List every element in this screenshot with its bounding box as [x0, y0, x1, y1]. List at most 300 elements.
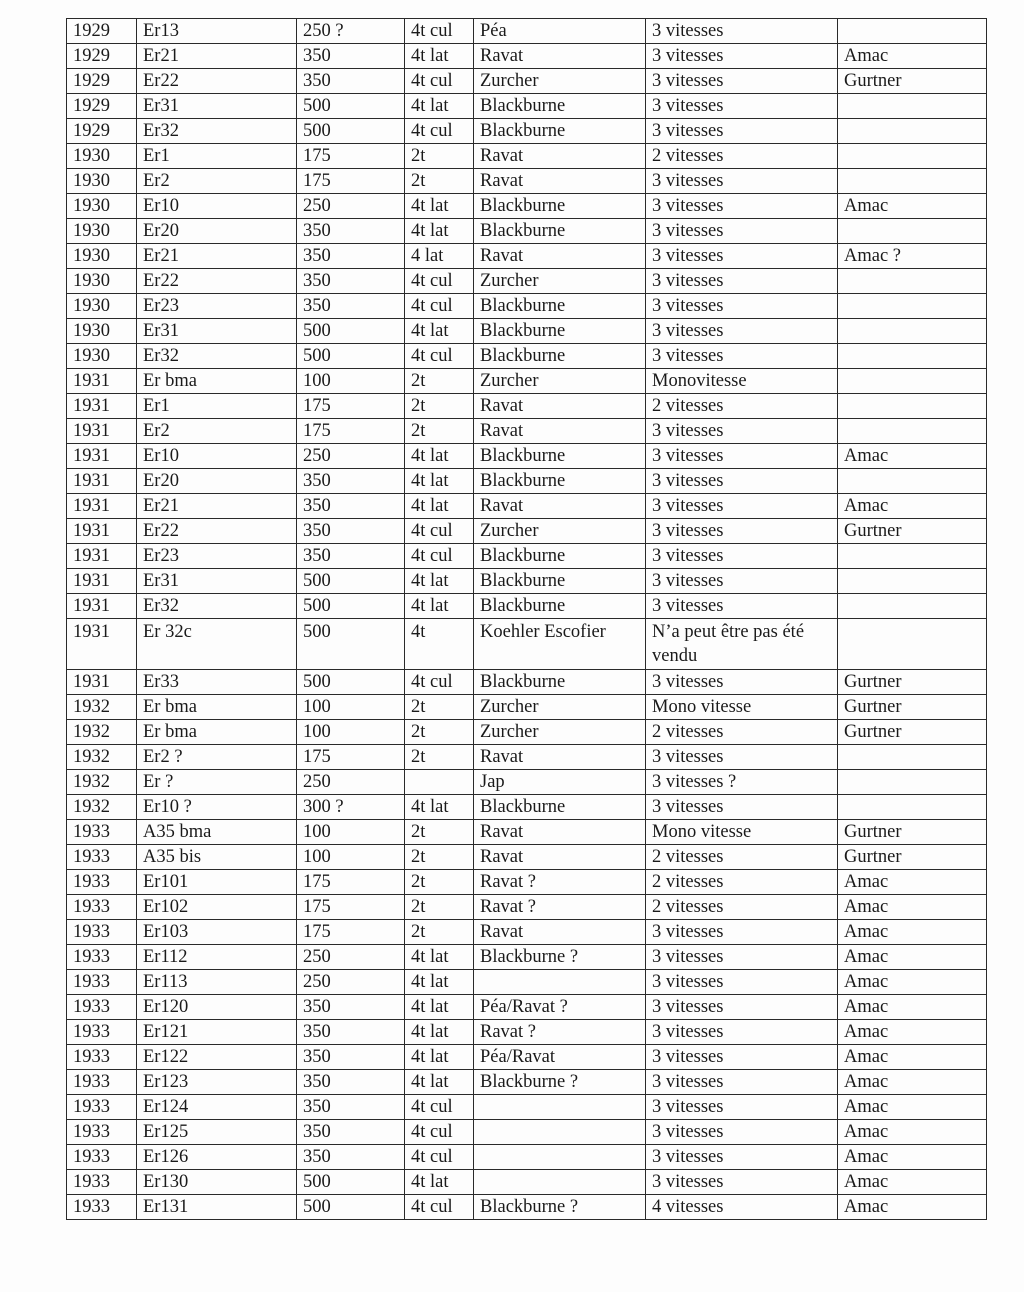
engine-maker-cell: Blackburne ? [474, 1195, 646, 1220]
displacement-cell: 250 [297, 194, 405, 219]
engine-type-cell: 2t [405, 369, 474, 394]
carburetor-cell: Amac [838, 494, 987, 519]
model-cell: Er20 [137, 219, 297, 244]
table-row [67, 444, 987, 469]
carburetor-cell [838, 469, 987, 494]
year-cell: 1931 [67, 594, 137, 619]
gearbox-cell: 2 vitesses [646, 895, 838, 920]
displacement-cell: 175 [297, 920, 405, 945]
year-cell: 1933 [67, 870, 137, 895]
displacement-cell: 350 [297, 494, 405, 519]
year-cell: 1931 [67, 670, 137, 695]
engine-type-cell: 2t [405, 169, 474, 194]
engine-type-cell: 4t lat [405, 44, 474, 69]
table-row [67, 94, 987, 119]
model-cell: Er1 [137, 394, 297, 419]
engine-maker-cell: Zurcher [474, 720, 646, 745]
engine-type-cell: 4t cul [405, 519, 474, 544]
year-cell: 1930 [67, 294, 137, 319]
engine-type-cell: 4t cul [405, 1195, 474, 1220]
engine-type-cell: 4t lat [405, 995, 474, 1020]
engine-maker-cell: Ravat [474, 169, 646, 194]
gearbox-cell: 3 vitesses [646, 795, 838, 820]
engine-maker-cell: Péa/Ravat [474, 1045, 646, 1070]
table-row [67, 1145, 987, 1170]
gearbox-cell: 3 vitesses [646, 995, 838, 1020]
engine-maker-cell: Blackburne [474, 594, 646, 619]
year-cell: 1931 [67, 444, 137, 469]
year-cell: 1931 [67, 494, 137, 519]
table-row [67, 494, 987, 519]
model-cell: Er122 [137, 1045, 297, 1070]
engine-maker-cell: Ravat ? [474, 895, 646, 920]
carburetor-cell: Gurtner [838, 519, 987, 544]
engine-type-cell: 4t cul [405, 269, 474, 294]
displacement-cell: 350 [297, 469, 405, 494]
engine-type-cell: 4t lat [405, 194, 474, 219]
gearbox-cell: 2 vitesses [646, 394, 838, 419]
table-row [67, 770, 987, 795]
year-cell: 1930 [67, 319, 137, 344]
engine-type-cell: 4t lat [405, 569, 474, 594]
model-cell: Er23 [137, 544, 297, 569]
engine-maker-cell: Zurcher [474, 269, 646, 294]
engine-type-cell: 4t lat [405, 795, 474, 820]
year-cell: 1930 [67, 269, 137, 294]
year-cell: 1933 [67, 920, 137, 945]
carburetor-cell: Gurtner [838, 845, 987, 870]
displacement-cell: 500 [297, 670, 405, 695]
engine-maker-cell: Zurcher [474, 695, 646, 720]
gearbox-cell: 3 vitesses [646, 244, 838, 269]
year-cell: 1930 [67, 244, 137, 269]
gearbox-cell: 3 vitesses [646, 94, 838, 119]
table-row [67, 119, 987, 144]
model-cell: Er23 [137, 294, 297, 319]
carburetor-cell [838, 619, 987, 670]
table-row [67, 194, 987, 219]
model-cell: Er130 [137, 1170, 297, 1195]
table-row [67, 269, 987, 294]
model-cell: Er31 [137, 319, 297, 344]
carburetor-cell: Gurtner [838, 820, 987, 845]
engine-type-cell: 2t [405, 820, 474, 845]
engine-maker-cell: Ravat [474, 920, 646, 945]
model-cell: Er20 [137, 469, 297, 494]
carburetor-cell: Amac [838, 1070, 987, 1095]
carburetor-cell: Amac [838, 1170, 987, 1195]
model-cell: Er22 [137, 69, 297, 94]
year-cell: 1929 [67, 94, 137, 119]
carburetor-cell: Amac [838, 1095, 987, 1120]
table-row [67, 720, 987, 745]
table-row [67, 1120, 987, 1145]
year-cell: 1933 [67, 1020, 137, 1045]
year-cell: 1933 [67, 1095, 137, 1120]
model-cell: Er2 [137, 419, 297, 444]
gearbox-cell: 3 vitesses [646, 1070, 838, 1095]
displacement-cell: 175 [297, 419, 405, 444]
engine-type-cell: 4t lat [405, 494, 474, 519]
model-cell: Er10 [137, 444, 297, 469]
engine-maker-cell: Blackburne [474, 219, 646, 244]
engine-maker-cell: Blackburne [474, 569, 646, 594]
year-cell: 1931 [67, 419, 137, 444]
year-cell: 1929 [67, 119, 137, 144]
gearbox-cell: 3 vitesses [646, 1020, 838, 1045]
motorcycle-models-table [66, 18, 987, 1220]
table-row [67, 970, 987, 995]
engine-type-cell: 2t [405, 920, 474, 945]
engine-type-cell: 4t lat [405, 945, 474, 970]
model-cell: Er ? [137, 770, 297, 795]
carburetor-cell: Amac [838, 1020, 987, 1045]
carburetor-cell: Gurtner [838, 69, 987, 94]
engine-maker-cell: Ravat [474, 144, 646, 169]
engine-type-cell: 4t lat [405, 469, 474, 494]
year-cell: 1933 [67, 995, 137, 1020]
model-cell: Er1 [137, 144, 297, 169]
year-cell: 1931 [67, 544, 137, 569]
engine-maker-cell: Péa/Ravat ? [474, 995, 646, 1020]
gearbox-cell: 3 vitesses [646, 1170, 838, 1195]
engine-maker-cell: Ravat [474, 394, 646, 419]
year-cell: 1933 [67, 845, 137, 870]
displacement-cell: 100 [297, 695, 405, 720]
table-row [67, 1195, 987, 1220]
engine-type-cell: 4 lat [405, 244, 474, 269]
displacement-cell: 500 [297, 119, 405, 144]
year-cell: 1933 [67, 820, 137, 845]
table-row [67, 695, 987, 720]
displacement-cell: 350 [297, 219, 405, 244]
displacement-cell: 250 [297, 770, 405, 795]
model-cell: Er2 ? [137, 745, 297, 770]
carburetor-cell [838, 119, 987, 144]
displacement-cell: 350 [297, 995, 405, 1020]
engine-type-cell: 4t [405, 619, 474, 670]
year-cell: 1931 [67, 369, 137, 394]
engine-type-cell: 4t cul [405, 1145, 474, 1170]
displacement-cell: 350 [297, 1120, 405, 1145]
engine-maker-cell: Blackburne [474, 544, 646, 569]
table-row [67, 1070, 987, 1095]
engine-maker-cell: Ravat [474, 820, 646, 845]
model-cell: Er32 [137, 119, 297, 144]
gearbox-cell: 3 vitesses [646, 469, 838, 494]
table-row [67, 419, 987, 444]
table-row [67, 19, 987, 44]
engine-type-cell: 2t [405, 845, 474, 870]
carburetor-cell [838, 594, 987, 619]
model-cell: Er21 [137, 494, 297, 519]
carburetor-cell [838, 269, 987, 294]
year-cell: 1931 [67, 619, 137, 670]
engine-maker-cell: Ravat ? [474, 1020, 646, 1045]
model-cell: Er bma [137, 695, 297, 720]
engine-type-cell: 2t [405, 745, 474, 770]
table-row [67, 995, 987, 1020]
carburetor-cell: Amac ? [838, 244, 987, 269]
table-row [67, 44, 987, 69]
table-row [67, 820, 987, 845]
carburetor-cell [838, 569, 987, 594]
engine-maker-cell: Blackburne [474, 319, 646, 344]
engine-maker-cell: Blackburne ? [474, 945, 646, 970]
gearbox-cell: Mono vitesse [646, 695, 838, 720]
year-cell: 1933 [67, 1145, 137, 1170]
model-cell: Er22 [137, 519, 297, 544]
model-cell: Er126 [137, 1145, 297, 1170]
engine-maker-cell [474, 1120, 646, 1145]
engine-maker-cell [474, 1170, 646, 1195]
carburetor-cell [838, 394, 987, 419]
year-cell: 1932 [67, 770, 137, 795]
year-cell: 1932 [67, 695, 137, 720]
gearbox-cell: 3 vitesses [646, 344, 838, 369]
model-cell: Er2 [137, 169, 297, 194]
displacement-cell: 500 [297, 344, 405, 369]
table-row [67, 870, 987, 895]
displacement-cell: 350 [297, 519, 405, 544]
gearbox-cell: 3 vitesses [646, 169, 838, 194]
year-cell: 1933 [67, 1070, 137, 1095]
table-row [67, 144, 987, 169]
engine-maker-cell [474, 1145, 646, 1170]
table-row [67, 795, 987, 820]
carburetor-cell [838, 219, 987, 244]
engine-type-cell: 4t cul [405, 294, 474, 319]
table-row [67, 569, 987, 594]
table-row [67, 1045, 987, 1070]
engine-maker-cell: Ravat ? [474, 870, 646, 895]
model-cell: Er21 [137, 44, 297, 69]
model-cell: Er121 [137, 1020, 297, 1045]
model-cell: Er13 [137, 19, 297, 44]
carburetor-cell [838, 169, 987, 194]
model-cell: Er123 [137, 1070, 297, 1095]
carburetor-cell [838, 795, 987, 820]
model-cell: Er112 [137, 945, 297, 970]
year-cell: 1931 [67, 394, 137, 419]
carburetor-cell [838, 294, 987, 319]
displacement-cell: 350 [297, 1070, 405, 1095]
year-cell: 1929 [67, 44, 137, 69]
gearbox-cell: 3 vitesses [646, 194, 838, 219]
displacement-cell: 100 [297, 720, 405, 745]
year-cell: 1933 [67, 1170, 137, 1195]
year-cell: 1930 [67, 194, 137, 219]
engine-type-cell: 4t lat [405, 444, 474, 469]
table-body [67, 19, 987, 1220]
carburetor-cell: Amac [838, 870, 987, 895]
carburetor-cell: Amac [838, 1145, 987, 1170]
model-cell: A35 bma [137, 820, 297, 845]
engine-maker-cell: Péa [474, 19, 646, 44]
displacement-cell: 250 [297, 444, 405, 469]
engine-maker-cell: Jap [474, 770, 646, 795]
year-cell: 1933 [67, 1045, 137, 1070]
model-cell: Er32 [137, 344, 297, 369]
gearbox-cell: Mono vitesse [646, 820, 838, 845]
table-row [67, 469, 987, 494]
engine-maker-cell: Ravat [474, 494, 646, 519]
engine-type-cell: 4t cul [405, 19, 474, 44]
engine-maker-cell: Blackburne [474, 670, 646, 695]
displacement-cell: 350 [297, 1095, 405, 1120]
model-cell: Er131 [137, 1195, 297, 1220]
year-cell: 1932 [67, 745, 137, 770]
displacement-cell: 175 [297, 745, 405, 770]
engine-maker-cell: Blackburne [474, 194, 646, 219]
carburetor-cell: Amac [838, 1045, 987, 1070]
year-cell: 1930 [67, 344, 137, 369]
engine-type-cell: 4t lat [405, 219, 474, 244]
displacement-cell: 350 [297, 1045, 405, 1070]
carburetor-cell: Amac [838, 444, 987, 469]
engine-maker-cell: Blackburne ? [474, 1070, 646, 1095]
model-cell: Er120 [137, 995, 297, 1020]
displacement-cell: 175 [297, 169, 405, 194]
engine-type-cell: 2t [405, 695, 474, 720]
engine-maker-cell: Ravat [474, 44, 646, 69]
carburetor-cell [838, 144, 987, 169]
engine-maker-cell: Koehler Escofier [474, 619, 646, 670]
model-cell: Er102 [137, 895, 297, 920]
engine-type-cell: 2t [405, 394, 474, 419]
table-row [67, 845, 987, 870]
table-row [67, 619, 987, 670]
carburetor-cell: Amac [838, 920, 987, 945]
gearbox-cell: 2 vitesses [646, 720, 838, 745]
model-cell: Er22 [137, 269, 297, 294]
table-row [67, 344, 987, 369]
displacement-cell: 300 ? [297, 795, 405, 820]
engine-maker-cell: Blackburne [474, 344, 646, 369]
table-row [67, 544, 987, 569]
model-cell: Er21 [137, 244, 297, 269]
carburetor-cell: Gurtner [838, 695, 987, 720]
engine-maker-cell: Blackburne [474, 294, 646, 319]
carburetor-cell: Amac [838, 1120, 987, 1145]
engine-type-cell: 4t cul [405, 1120, 474, 1145]
model-cell: Er31 [137, 94, 297, 119]
gearbox-cell: 3 vitesses [646, 119, 838, 144]
gearbox-cell: 3 vitesses [646, 594, 838, 619]
gearbox-cell: 3 vitesses [646, 970, 838, 995]
carburetor-cell [838, 19, 987, 44]
displacement-cell: 175 [297, 870, 405, 895]
model-cell: A35 bis [137, 845, 297, 870]
gearbox-cell: 3 vitesses ? [646, 770, 838, 795]
gearbox-cell: Monovitesse [646, 369, 838, 394]
displacement-cell: 350 [297, 294, 405, 319]
model-cell: Er113 [137, 970, 297, 995]
gearbox-cell: 3 vitesses [646, 319, 838, 344]
displacement-cell: 350 [297, 1020, 405, 1045]
engine-maker-cell: Zurcher [474, 369, 646, 394]
gearbox-cell: 2 vitesses [646, 870, 838, 895]
engine-maker-cell: Zurcher [474, 69, 646, 94]
year-cell: 1931 [67, 469, 137, 494]
carburetor-cell: Amac [838, 970, 987, 995]
gearbox-cell: 4 vitesses [646, 1195, 838, 1220]
engine-maker-cell [474, 1095, 646, 1120]
model-cell: Er125 [137, 1120, 297, 1145]
year-cell: 1933 [67, 945, 137, 970]
model-cell: Er33 [137, 670, 297, 695]
gearbox-cell: 2 vitesses [646, 144, 838, 169]
year-cell: 1930 [67, 169, 137, 194]
table-row [67, 745, 987, 770]
gearbox-cell: 3 vitesses [646, 745, 838, 770]
gearbox-cell: 3 vitesses [646, 294, 838, 319]
displacement-cell: 500 [297, 594, 405, 619]
year-cell: 1932 [67, 795, 137, 820]
gearbox-cell: 3 vitesses [646, 44, 838, 69]
carburetor-cell: Amac [838, 44, 987, 69]
engine-maker-cell: Blackburne [474, 469, 646, 494]
carburetor-cell: Gurtner [838, 670, 987, 695]
model-cell: Er103 [137, 920, 297, 945]
displacement-cell: 250 [297, 945, 405, 970]
displacement-cell: 500 [297, 569, 405, 594]
engine-type-cell: 4t cul [405, 119, 474, 144]
gearbox-cell: 3 vitesses [646, 269, 838, 294]
engine-type-cell: 4t lat [405, 970, 474, 995]
table-row [67, 670, 987, 695]
table-row [67, 1170, 987, 1195]
table-row [67, 244, 987, 269]
displacement-cell: 500 [297, 619, 405, 670]
engine-type-cell: 4t cul [405, 344, 474, 369]
carburetor-cell [838, 344, 987, 369]
displacement-cell: 350 [297, 44, 405, 69]
carburetor-cell [838, 319, 987, 344]
engine-type-cell: 4t cul [405, 1095, 474, 1120]
displacement-cell: 250 [297, 970, 405, 995]
year-cell: 1931 [67, 569, 137, 594]
model-cell: Er10 ? [137, 795, 297, 820]
year-cell: 1933 [67, 1120, 137, 1145]
engine-type-cell: 2t [405, 144, 474, 169]
gearbox-cell: 3 vitesses [646, 519, 838, 544]
model-cell: Er 32c [137, 619, 297, 670]
displacement-cell: 100 [297, 845, 405, 870]
gearbox-cell: 3 vitesses [646, 19, 838, 44]
displacement-cell: 175 [297, 895, 405, 920]
engine-maker-cell: Ravat [474, 845, 646, 870]
table-row [67, 319, 987, 344]
carburetor-cell: Amac [838, 995, 987, 1020]
carburetor-cell [838, 770, 987, 795]
gearbox-cell: 3 vitesses [646, 544, 838, 569]
table-row [67, 594, 987, 619]
engine-maker-cell: Zurcher [474, 519, 646, 544]
displacement-cell: 175 [297, 394, 405, 419]
engine-type-cell: 2t [405, 720, 474, 745]
gearbox-cell: 3 vitesses [646, 419, 838, 444]
engine-maker-cell: Ravat [474, 745, 646, 770]
displacement-cell: 350 [297, 269, 405, 294]
gearbox-cell: 3 vitesses [646, 945, 838, 970]
carburetor-cell: Gurtner [838, 720, 987, 745]
gearbox-cell: 3 vitesses [646, 670, 838, 695]
displacement-cell: 500 [297, 94, 405, 119]
table-row [67, 369, 987, 394]
displacement-cell: 350 [297, 544, 405, 569]
engine-maker-cell: Ravat [474, 244, 646, 269]
